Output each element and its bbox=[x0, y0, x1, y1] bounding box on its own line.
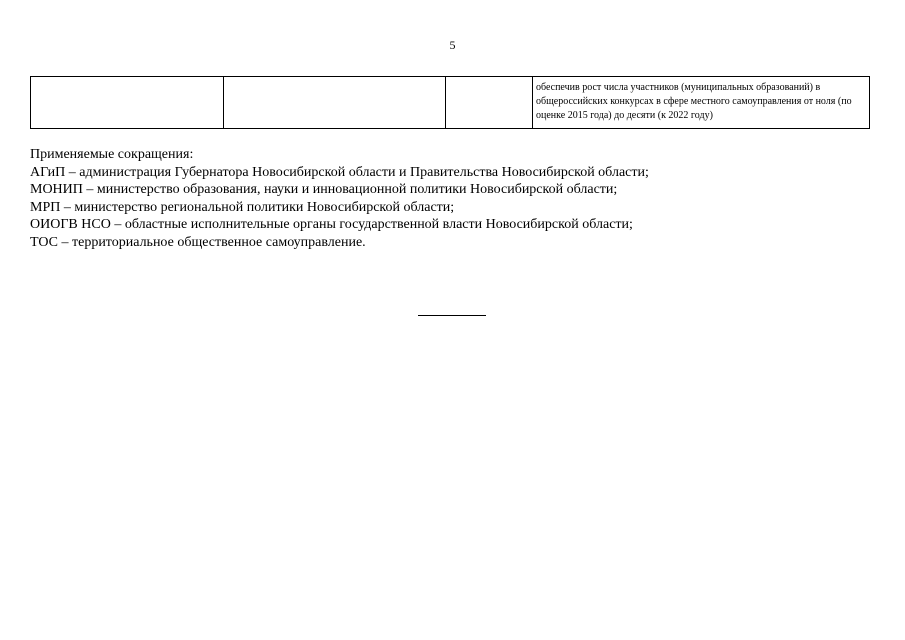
abbreviation-item: АГиП – администрация Губернатора Новосибирской области и Правительства Новосибирской области; bbox=[30, 164, 649, 180]
table-row bbox=[31, 77, 870, 129]
abbreviations-section bbox=[30, 146, 880, 251]
table-cell bbox=[31, 77, 224, 129]
abbreviations-heading: Применяемые сокращения: bbox=[30, 147, 194, 162]
abbreviation-item: МОНИП – министерство образования, науки и инновационной политики Новосибирской области; bbox=[30, 182, 618, 197]
table-cell-goal-text: обеспечив рост числа участников (муниципальных образований) в общероссийских конкурсах в сфере местного самоуправления от ноля (по оценке 2015 года) до десяти (к 2022 году) bbox=[533, 77, 870, 129]
page-number: 5 bbox=[449, 38, 456, 52]
abbreviation-item: МРП – министерство региональной политики Новосибирской области; bbox=[30, 199, 455, 215]
continuation-table bbox=[30, 76, 870, 129]
table-cell bbox=[446, 77, 533, 129]
abbreviation-item: ТОС – территориальное общественное самоуправление. bbox=[30, 234, 366, 250]
abbreviation-item: ОИОГВ НСО – областные исполнительные органы государственной власти Новосибирской области; bbox=[30, 217, 633, 232]
end-of-document-rule bbox=[418, 315, 486, 316]
table-cell bbox=[224, 77, 446, 129]
